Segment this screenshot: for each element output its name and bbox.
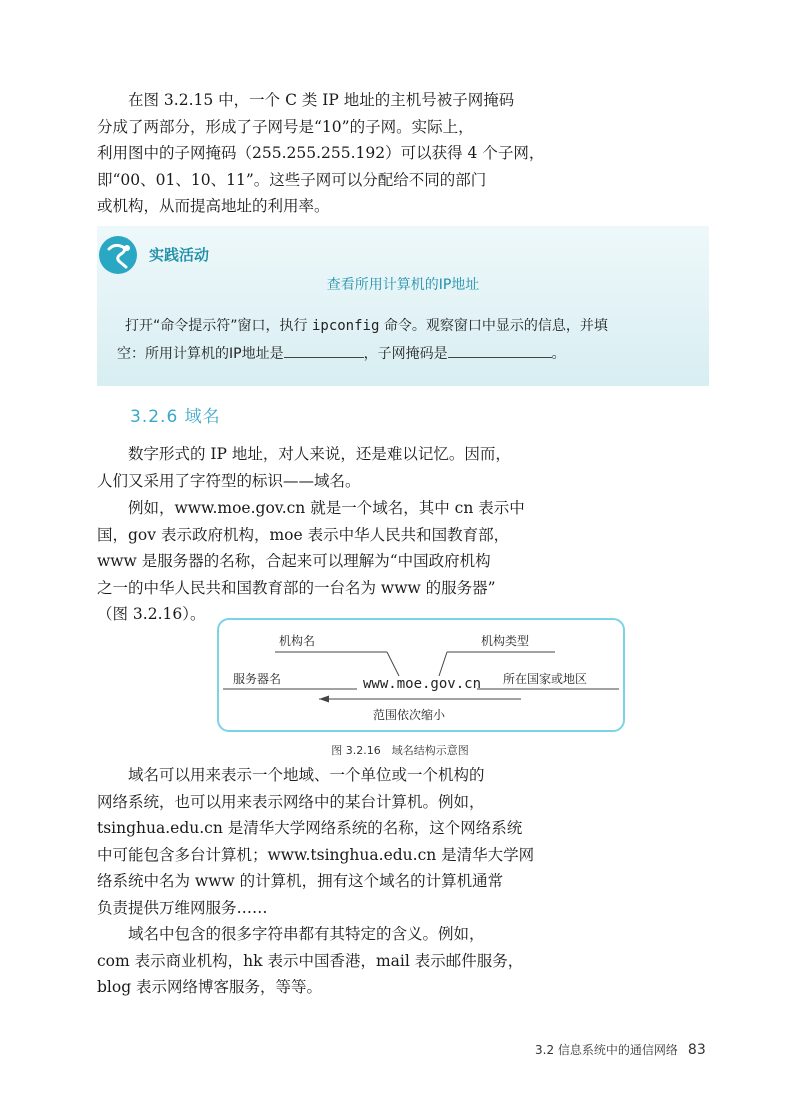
text-line: 分成了两部分，形成了子网号是“10”的子网。实际上， bbox=[97, 117, 474, 136]
activity-title: 查看所用计算机的IP地址 bbox=[326, 277, 480, 293]
section-heading: 3.2.6 域名 bbox=[130, 407, 221, 427]
text-line: tsinghua.edu.cn 是清华大学网络系统的名称，这个网络系统 bbox=[97, 819, 523, 837]
domain-structure-diagram bbox=[217, 618, 625, 732]
activity-label: 实践活动 bbox=[149, 246, 210, 264]
paragraph-domain-example bbox=[97, 495, 525, 628]
text-line: 网络系统，也可以用来表示网络中的某台计算机。例如， bbox=[97, 792, 485, 811]
page-number: 83 bbox=[687, 1042, 706, 1058]
subnet-mask-blank bbox=[448, 341, 552, 358]
text-line: （图 3.2.16）。 bbox=[97, 605, 206, 623]
text-line: 国，gov 表示政府机构，moe 表示中华人民共和国教育部， bbox=[97, 525, 510, 544]
text-line: 负责提供万维网服务…… bbox=[97, 898, 268, 917]
activity-instructions bbox=[117, 312, 697, 368]
text-line: 数字形式的 IP 地址，对人来说，还是难以记忆。因而， bbox=[128, 445, 511, 463]
text-line: 在图 3.2.15 中，一个 C 类 IP 地址的主机号被子网掩码 bbox=[128, 91, 515, 109]
page-footer bbox=[535, 1041, 706, 1058]
range-arrow-head bbox=[319, 696, 329, 703]
text-line: 即“00、01、10、11”。这些子网可以分配给不同的部门 bbox=[97, 170, 487, 189]
text-line: 或机构，从而提高地址的利用率。 bbox=[97, 197, 330, 215]
paragraph-domain-meaning bbox=[97, 921, 524, 1001]
text-line: 例如，www.moe.gov.cn 就是一个域名，其中 cn 表示中 bbox=[128, 499, 525, 517]
org-pointer-line bbox=[387, 652, 399, 676]
activity-text: 空：所用计算机的IP地址是 bbox=[117, 346, 284, 362]
practice-activity-box bbox=[97, 226, 709, 386]
activity-text: ，子网掩码是 bbox=[363, 346, 448, 362]
label-server-name: 服务器名 bbox=[233, 672, 282, 686]
text-line: 中可能包含多台计算机；www.tsinghua.edu.cn 是清华大学网 bbox=[97, 845, 535, 864]
activity-text: 打开“命令提示符”窗口，执行 bbox=[125, 318, 312, 334]
practice-activity-icon bbox=[97, 234, 139, 276]
ip-address-blank bbox=[284, 341, 364, 358]
label-scope-narrowing: 范围依次缩小 bbox=[373, 708, 446, 722]
text-line: 域名中包含的很多字符串都有其特定的含义。例如， bbox=[128, 925, 485, 943]
figure-caption: 图 3.2.16 域名结构示意图 bbox=[331, 744, 469, 757]
text-line: 域名可以用来表示一个地域、一个单位或一个机构的 bbox=[128, 766, 485, 784]
text-line: 人们又采用了字符型的标识——域名。 bbox=[97, 471, 361, 490]
text-line: 利用图中的子网掩码（255.255.255.192）可以获得 4 个子网， bbox=[97, 144, 545, 162]
type-pointer-line bbox=[439, 652, 447, 676]
activity-text: 命令。观察窗口中显示的信息，并填 bbox=[379, 318, 608, 334]
paragraph-domain-usage bbox=[97, 762, 535, 921]
text-line: 之一的中华人民共和国教育部的一台名为 www 的服务器” bbox=[97, 578, 496, 597]
activity-text: 。 bbox=[551, 346, 566, 362]
footer-section-title: 3.2 信息系统中的通信网络 bbox=[535, 1043, 678, 1057]
text-line: 络系统中名为 www 的计算机，拥有这个域名的计算机通常 bbox=[97, 872, 504, 890]
label-org-name: 机构名 bbox=[279, 634, 316, 648]
text-line: www 是服务器的名称，合起来可以理解为“中国政府机构 bbox=[97, 552, 491, 570]
text-line: blog 表示网络博客服务，等等。 bbox=[97, 978, 323, 996]
label-org-type: 机构类型 bbox=[481, 634, 530, 648]
text-line: com 表示商业机构，hk 表示中国香港，mail 表示邮件服务， bbox=[97, 951, 524, 970]
domain-url: www.moe.gov.cn bbox=[363, 676, 482, 692]
paragraph-subnet bbox=[97, 87, 545, 220]
label-country-region: 所在国家或地区 bbox=[503, 672, 588, 686]
command-text: ipconfig bbox=[311, 318, 380, 334]
paragraph-domain-intro bbox=[97, 441, 511, 494]
